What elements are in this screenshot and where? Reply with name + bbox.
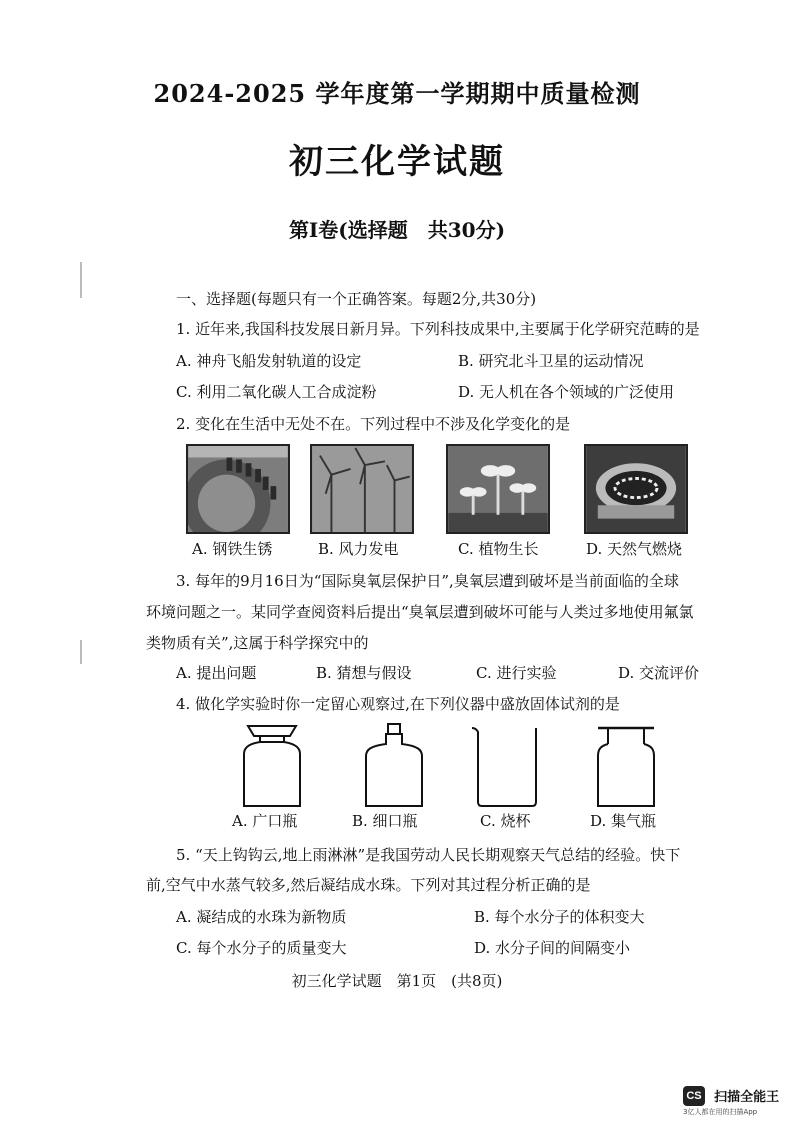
q4-option-b: B. 细口瓶 <box>352 812 418 830</box>
q4-option-c: C. 烧杯 <box>480 812 531 830</box>
q5-option-c: C. 每个水分子的质量变大 <box>176 939 347 957</box>
wind-turbine-photo <box>310 444 414 534</box>
q4-option-a: A. 广口瓶 <box>232 812 298 830</box>
q2-stem: 2. 变化在生活中无处不在。下列过程中不涉及化学变化的是 <box>176 415 571 433</box>
q3-option-b: B. 猜想与假设 <box>316 664 412 682</box>
q5-line-1: 5. “天上钩钩云,地上雨淋淋”是我国劳动人民长期观察天气总结的经验。快下 <box>176 846 681 864</box>
q5-option-a: A. 凝结成的水珠为新物质 <box>176 908 347 926</box>
scan-edge-mark <box>80 640 82 664</box>
rusty-gear-photo <box>186 444 290 534</box>
q3-line-1: 3. 每年的9月16日为“国际臭氧层保护日”,臭氧层遭到破坏是当前面临的全球 <box>176 572 679 590</box>
q3-line-3: 类物质有关”,这属于科学探究中的 <box>146 634 369 652</box>
camscanner-logo-icon: CS <box>683 1086 705 1106</box>
subject-title: 初三化学试题 <box>289 142 505 182</box>
q1-stem: 1. 近年来,我国科技发展日新月异。下列科技成果中,主要属于化学研究范畴的是 <box>176 320 700 338</box>
q1-option-b: B. 研究北斗卫星的运动情况 <box>458 352 644 370</box>
q3-option-d: D. 交流评价 <box>618 664 700 682</box>
scan-edge-mark <box>80 262 82 298</box>
q4-stem: 4. 做化学实验时你一定留心观察过,在下列仪器中盛放固体试剂的是 <box>176 695 620 713</box>
q5-line-2: 前,空气中水蒸气较多,然后凝结成水珠。下列对其过程分析正确的是 <box>146 876 591 894</box>
q2-option-d: D. 天然气燃烧 <box>586 540 683 558</box>
gas-burner-photo <box>584 444 688 534</box>
q4-option-d: D. 集气瓶 <box>590 812 657 830</box>
q3-option-a: A. 提出问题 <box>176 664 257 682</box>
exam-title: 2024-2025 学年度第一学期期中质量检测 <box>153 79 641 108</box>
wide-mouth-bottle-icon <box>238 722 308 808</box>
gas-collecting-bottle-icon <box>594 722 664 808</box>
q3-option-c: C. 进行实验 <box>476 664 557 682</box>
scanner-watermark <box>683 1085 779 1106</box>
scanner-tagline: 3亿人都在用的扫描App <box>683 1108 758 1116</box>
q2-option-c: C. 植物生长 <box>458 540 539 558</box>
section-title: 第Ⅰ卷(选择题 共30分) <box>288 218 506 242</box>
q2-option-a: A. 钢铁生锈 <box>192 540 273 558</box>
scanner-app-name: 扫描全能王 <box>714 1090 780 1105</box>
q5-option-d: D. 水分子间的间隔变小 <box>474 939 631 957</box>
q5-option-b: B. 每个水分子的体积变大 <box>474 908 645 926</box>
q3-line-2: 环境问题之一。某同学查阅资料后提出“臭氧层遭到破坏可能与人类过多地使用氟氯 <box>146 603 694 621</box>
q1-option-c: C. 利用二氧化碳人工合成淀粉 <box>176 383 377 401</box>
q2-option-b: B. 风力发电 <box>318 540 399 558</box>
q1-option-a: A. 神舟飞船发射轨道的设定 <box>176 352 362 370</box>
page-footer: 初三化学试题 第1页 (共8页) <box>291 972 503 990</box>
narrow-mouth-bottle-icon <box>360 722 430 808</box>
section-instruction: 一、选择题(每题只有一个正确答案。每题2分,共30分) <box>176 290 537 308</box>
plant-sprout-photo <box>446 444 550 534</box>
beaker-icon <box>470 722 544 808</box>
q1-option-d: D. 无人机在各个领域的广泛使用 <box>458 383 675 401</box>
